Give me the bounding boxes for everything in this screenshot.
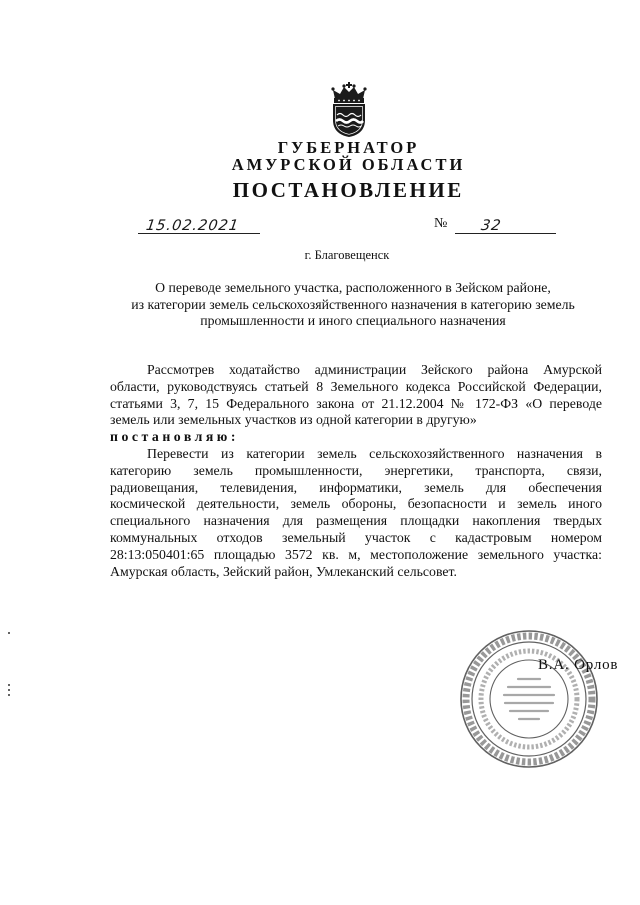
scan-mark [8, 684, 10, 686]
decision-line: Амурская область, Зейский район, Умлеканский сельсовет. [110, 563, 457, 579]
decision-line: космической деятельности, земель обороны, безопасности и земель иного [110, 496, 602, 512]
preamble-line: Рассмотрев ходатайство администрации Зейского района Амурской [147, 362, 602, 377]
decision-line: радиовещания, телевидения, информатики, земель для обеспечения [110, 479, 602, 495]
preamble-line: статьями 3, 7, 15 Федерального закона от 21.12.2004 № 172-ФЗ «О переводе [110, 395, 602, 411]
scan-mark [8, 632, 10, 634]
scan-mark [8, 694, 10, 696]
decision-line: категорию земель промышленности, энергетики, транспорта, связи, [110, 462, 602, 478]
decision-line: Перевести из категории земель сельскохозяйственного назначения в [147, 445, 602, 461]
document-number-field [455, 217, 556, 234]
document-number: 32 [479, 218, 503, 234]
signatory-name: В.А. Орлов [538, 657, 619, 673]
document-subject [107, 280, 599, 330]
document-body [110, 362, 602, 580]
authority-title: ГУБЕРНАТОР [277, 138, 420, 157]
subject-line: из категории земель сельскохозяйственного назначения в категорию земель [131, 296, 575, 312]
decision-line: коммунальных отходов земельный участок с кадастровым номером [110, 529, 602, 545]
document-type-title: ПОСТАНОВЛЕНИЕ [232, 178, 464, 202]
subject-line: промышленности и иного специального назначения [200, 313, 506, 328]
number-sign: № [434, 216, 448, 231]
subject-line: О переводе земельного участка, расположенного в Зейском районе, [155, 280, 551, 295]
decision-line: 28:13:050401:65 площадью 3572 кв. м, местоположение земельного участка: [110, 546, 602, 562]
document-date-field [138, 217, 260, 234]
official-seal-icon [456, 626, 602, 772]
issue-place: г. Благовещенск [304, 248, 390, 262]
scan-mark [8, 689, 10, 691]
decision-line: специального назначения для размещения площадки накопления твердых [110, 513, 602, 529]
preamble-line: области, руководствуясь статьей 8 Земельного кодекса Российской Федерации, [110, 378, 602, 394]
resolution-word: постановляю: [110, 429, 239, 445]
document-date: 15.02.2021 [144, 218, 241, 234]
preamble-line: земель или земельных участков из одной категории в другую» [110, 412, 477, 428]
coat-of-arms-icon [326, 82, 372, 138]
authority-region: АМУРСКОЙ ОБЛАСТИ [231, 155, 466, 174]
